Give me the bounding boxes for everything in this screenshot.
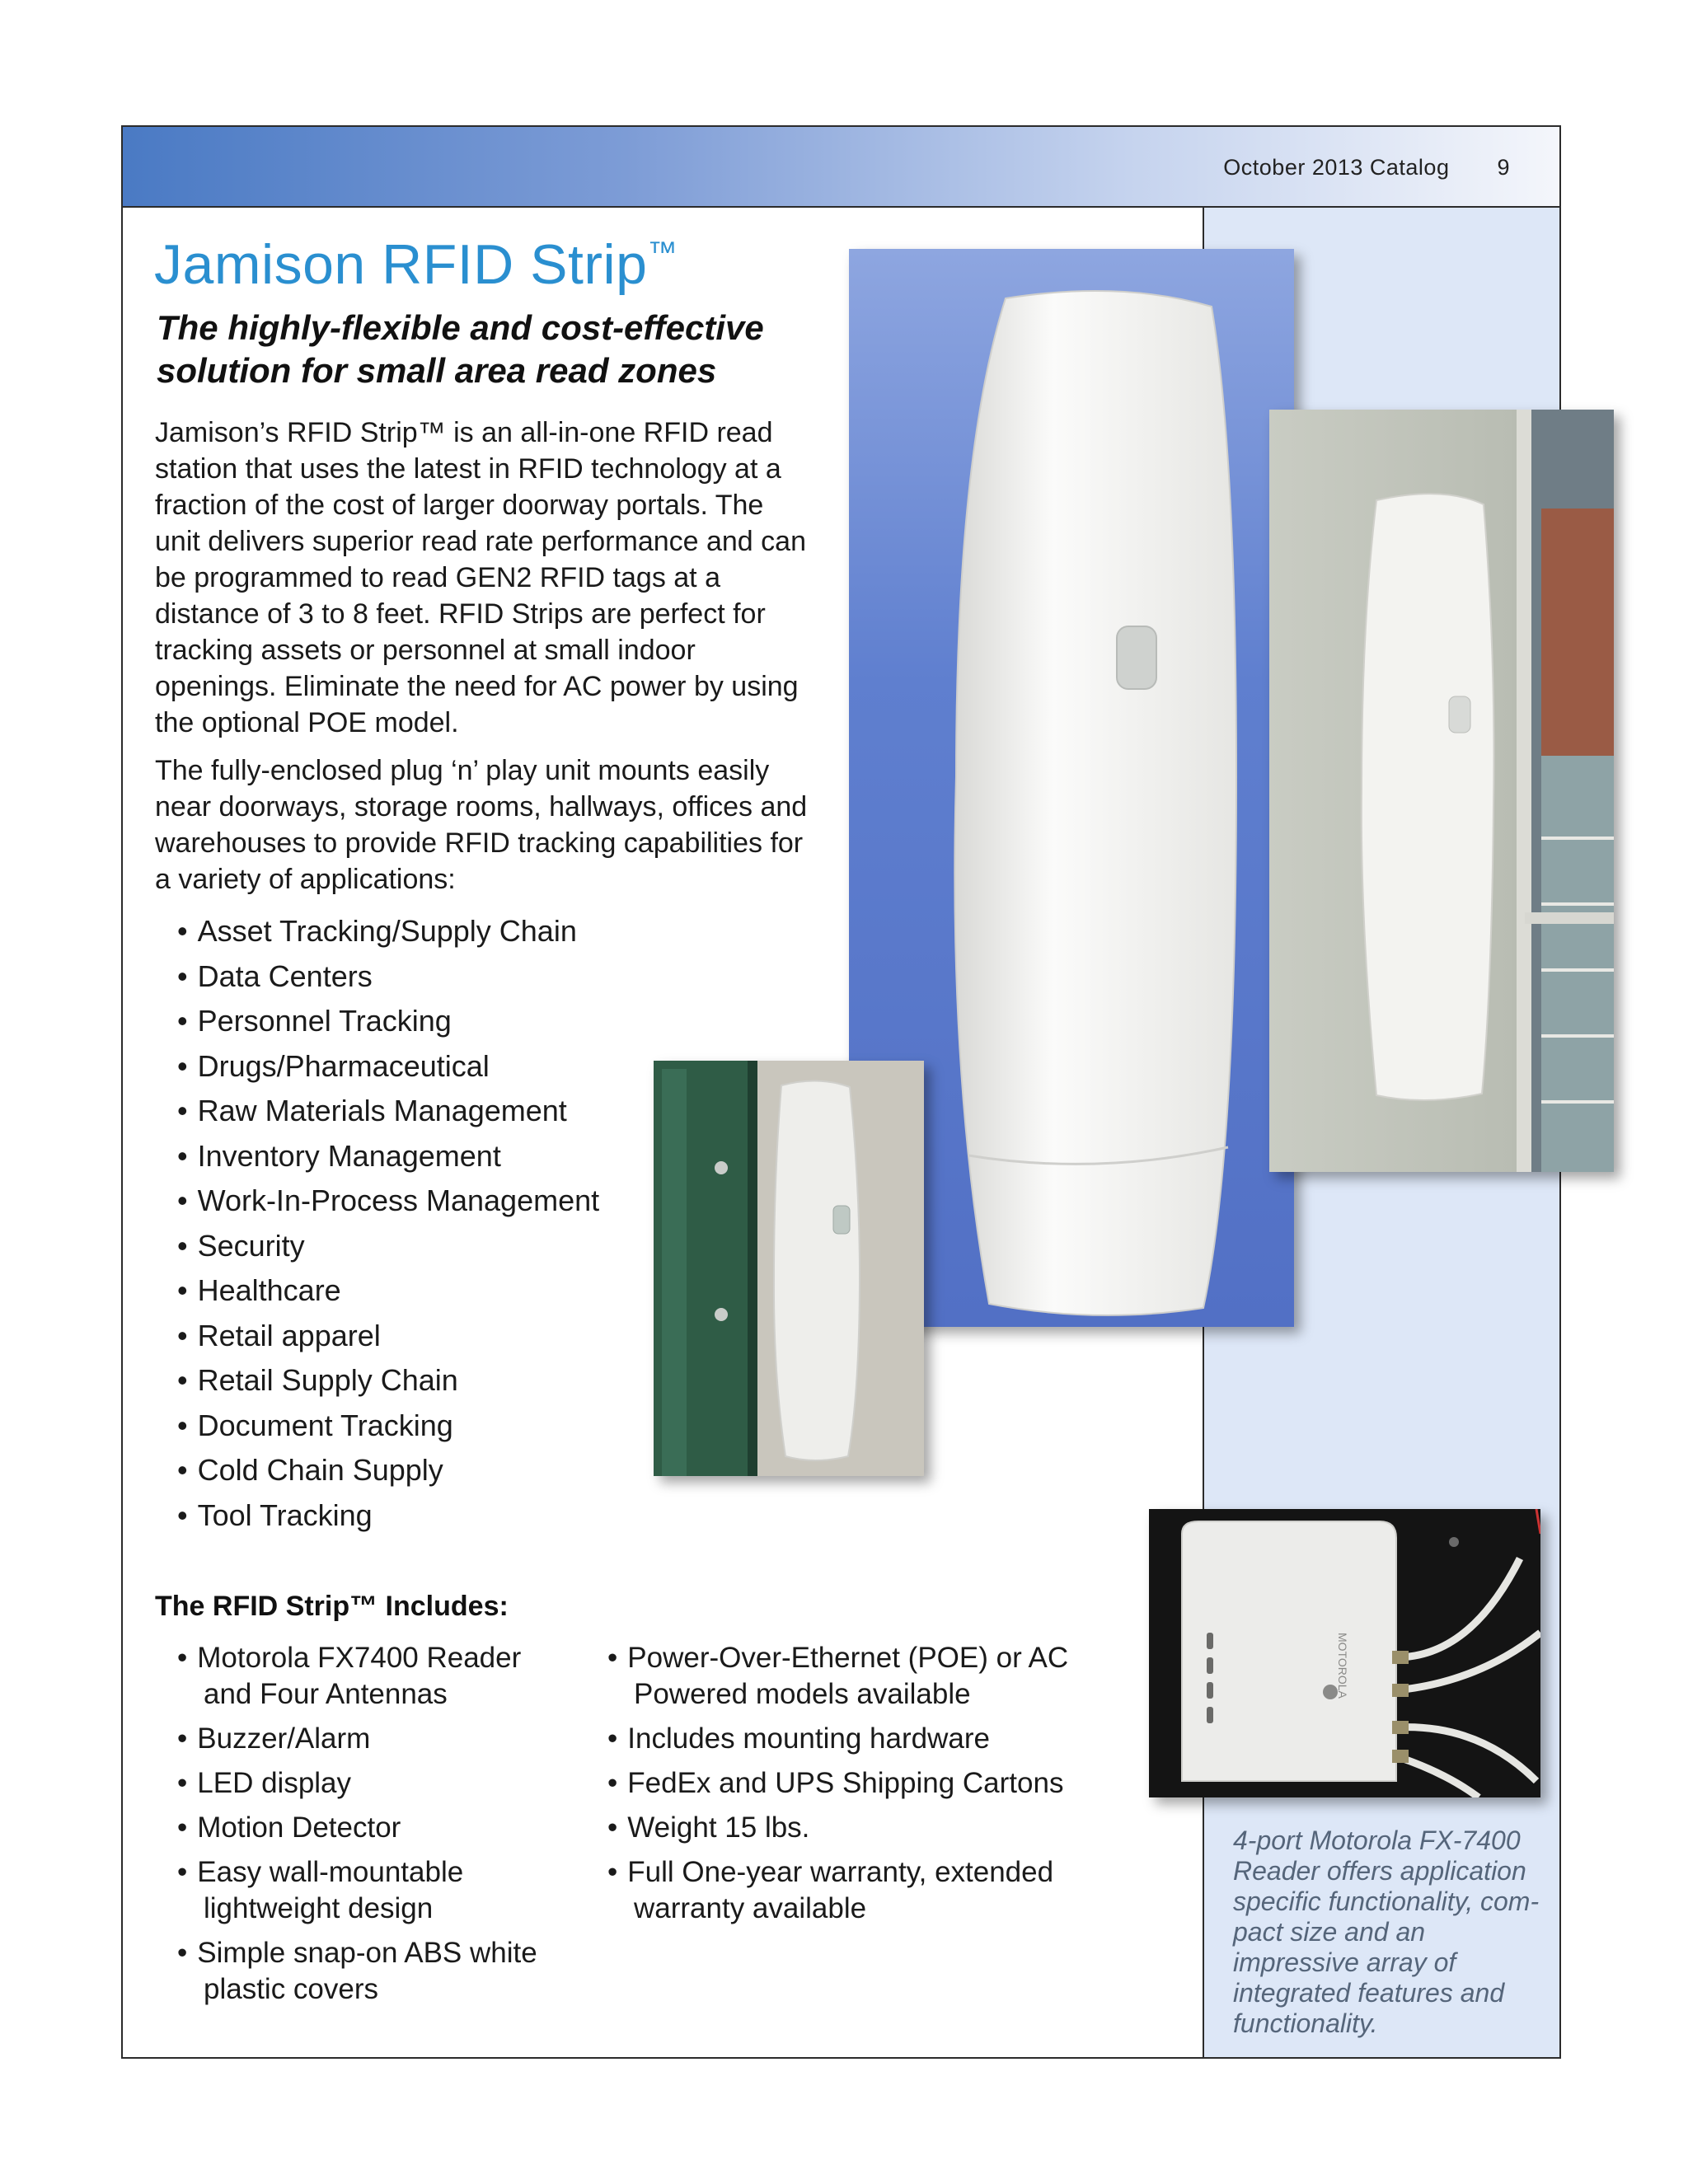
rfid-strip-door-scene [654,1061,924,1476]
rfid-strip-photo-window [1269,410,1614,1172]
intro-paragraph: Jamison’s RFID Strip™ is an all-in-one RFID read station that uses the latest in RFID technology at a fraction of the cost of larger doorway portals. The unit delivers superior read rate performance and can be programmed to read GEN2 RFID tags at a distance of 3 to 8 feet. RFID Strips are perfect for tracking assets or personnel at small indoor openings. Eliminate the need for AC power by using the optional POE model. [155,417,806,738]
list-item: • Motorola FX7400 Reader and Four Antennas [177,1640,565,1713]
includes-heading: The RFID Strip™ Includes: [155,1591,509,1622]
list-item: • Inventory Management [177,1134,599,1179]
rfid-strip-window-scene [1269,410,1614,1172]
list-item: • Power-Over-Ethernet (POE) or AC Powered models available [607,1640,1102,1713]
title-text: Jamison RFID Strip [154,233,648,296]
list-item: • Healthcare [177,1268,599,1314]
list-item: • Includes mounting hardware [607,1721,1102,1757]
list-item: • Easy wall-mountable lightweight design [177,1854,565,1927]
includes-list-left [177,1640,565,2016]
list-item: • Document Tracking [177,1404,599,1449]
motorola-reader-photo [1149,1509,1540,1797]
list-item: • Tool Tracking [177,1493,599,1539]
list-item: • Drugs/Pharmaceutical [177,1044,599,1090]
trademark-symbol: ™ [647,235,678,269]
header-text [1223,155,1510,180]
list-item: • Security [177,1224,599,1269]
list-item: • LED display [177,1765,565,1802]
applications-paragraph: The fully-enclosed plug ‘n’ play unit mounts easily near doorways, storage rooms, hallways, offices and warehouses to provide RFID tracking capabilities for a variety of applications: [155,755,808,895]
subtitle-line-2: solution for small area read zones [157,351,717,390]
subtitle-line-1: The highly-flexible and cost-effective [157,308,764,347]
header-band [123,127,1559,208]
list-item: • Personnel Tracking [177,999,599,1044]
list-item: • Buzzer/Alarm [177,1721,565,1757]
list-item: • Cold Chain Supply [177,1448,599,1493]
list-item: • Weight 15 lbs. [607,1810,1102,1846]
list-item: • Asset Tracking/Supply Chain [177,909,599,954]
page-subtitle [157,307,816,392]
page-number: 9 [1497,155,1510,180]
page-title [154,232,678,297]
rfid-strip-photo-door [654,1061,924,1476]
includes-list-right [607,1640,1102,1935]
list-item: • Full One-year warranty, extended warranty available [607,1854,1102,1927]
list-item: • Retail Supply Chain [177,1358,599,1404]
applications-list [177,909,599,1538]
motorola-reader-unit [1149,1509,1540,1797]
list-item: • Work-In-Process Management [177,1179,599,1224]
reader-caption: 4-port Motorola FX-7400 Reader offers application specific functionality, com-pact size and an impressive array of integrated features and functionality. [1233,1825,1540,2038]
reader-brand-label: MOTOROLA [1336,1633,1349,1699]
list-item: • Raw Materials Management [177,1089,599,1134]
list-item: • Simple snap-on ABS white plastic covers [177,1935,565,2008]
catalog-date: October 2013 Catalog [1223,155,1450,180]
list-item: • FedEx and UPS Shipping Cartons [607,1765,1102,1802]
list-item: • Data Centers [177,954,599,1000]
list-item: • Retail apparel [177,1314,599,1359]
list-item: • Motion Detector [177,1810,565,1846]
